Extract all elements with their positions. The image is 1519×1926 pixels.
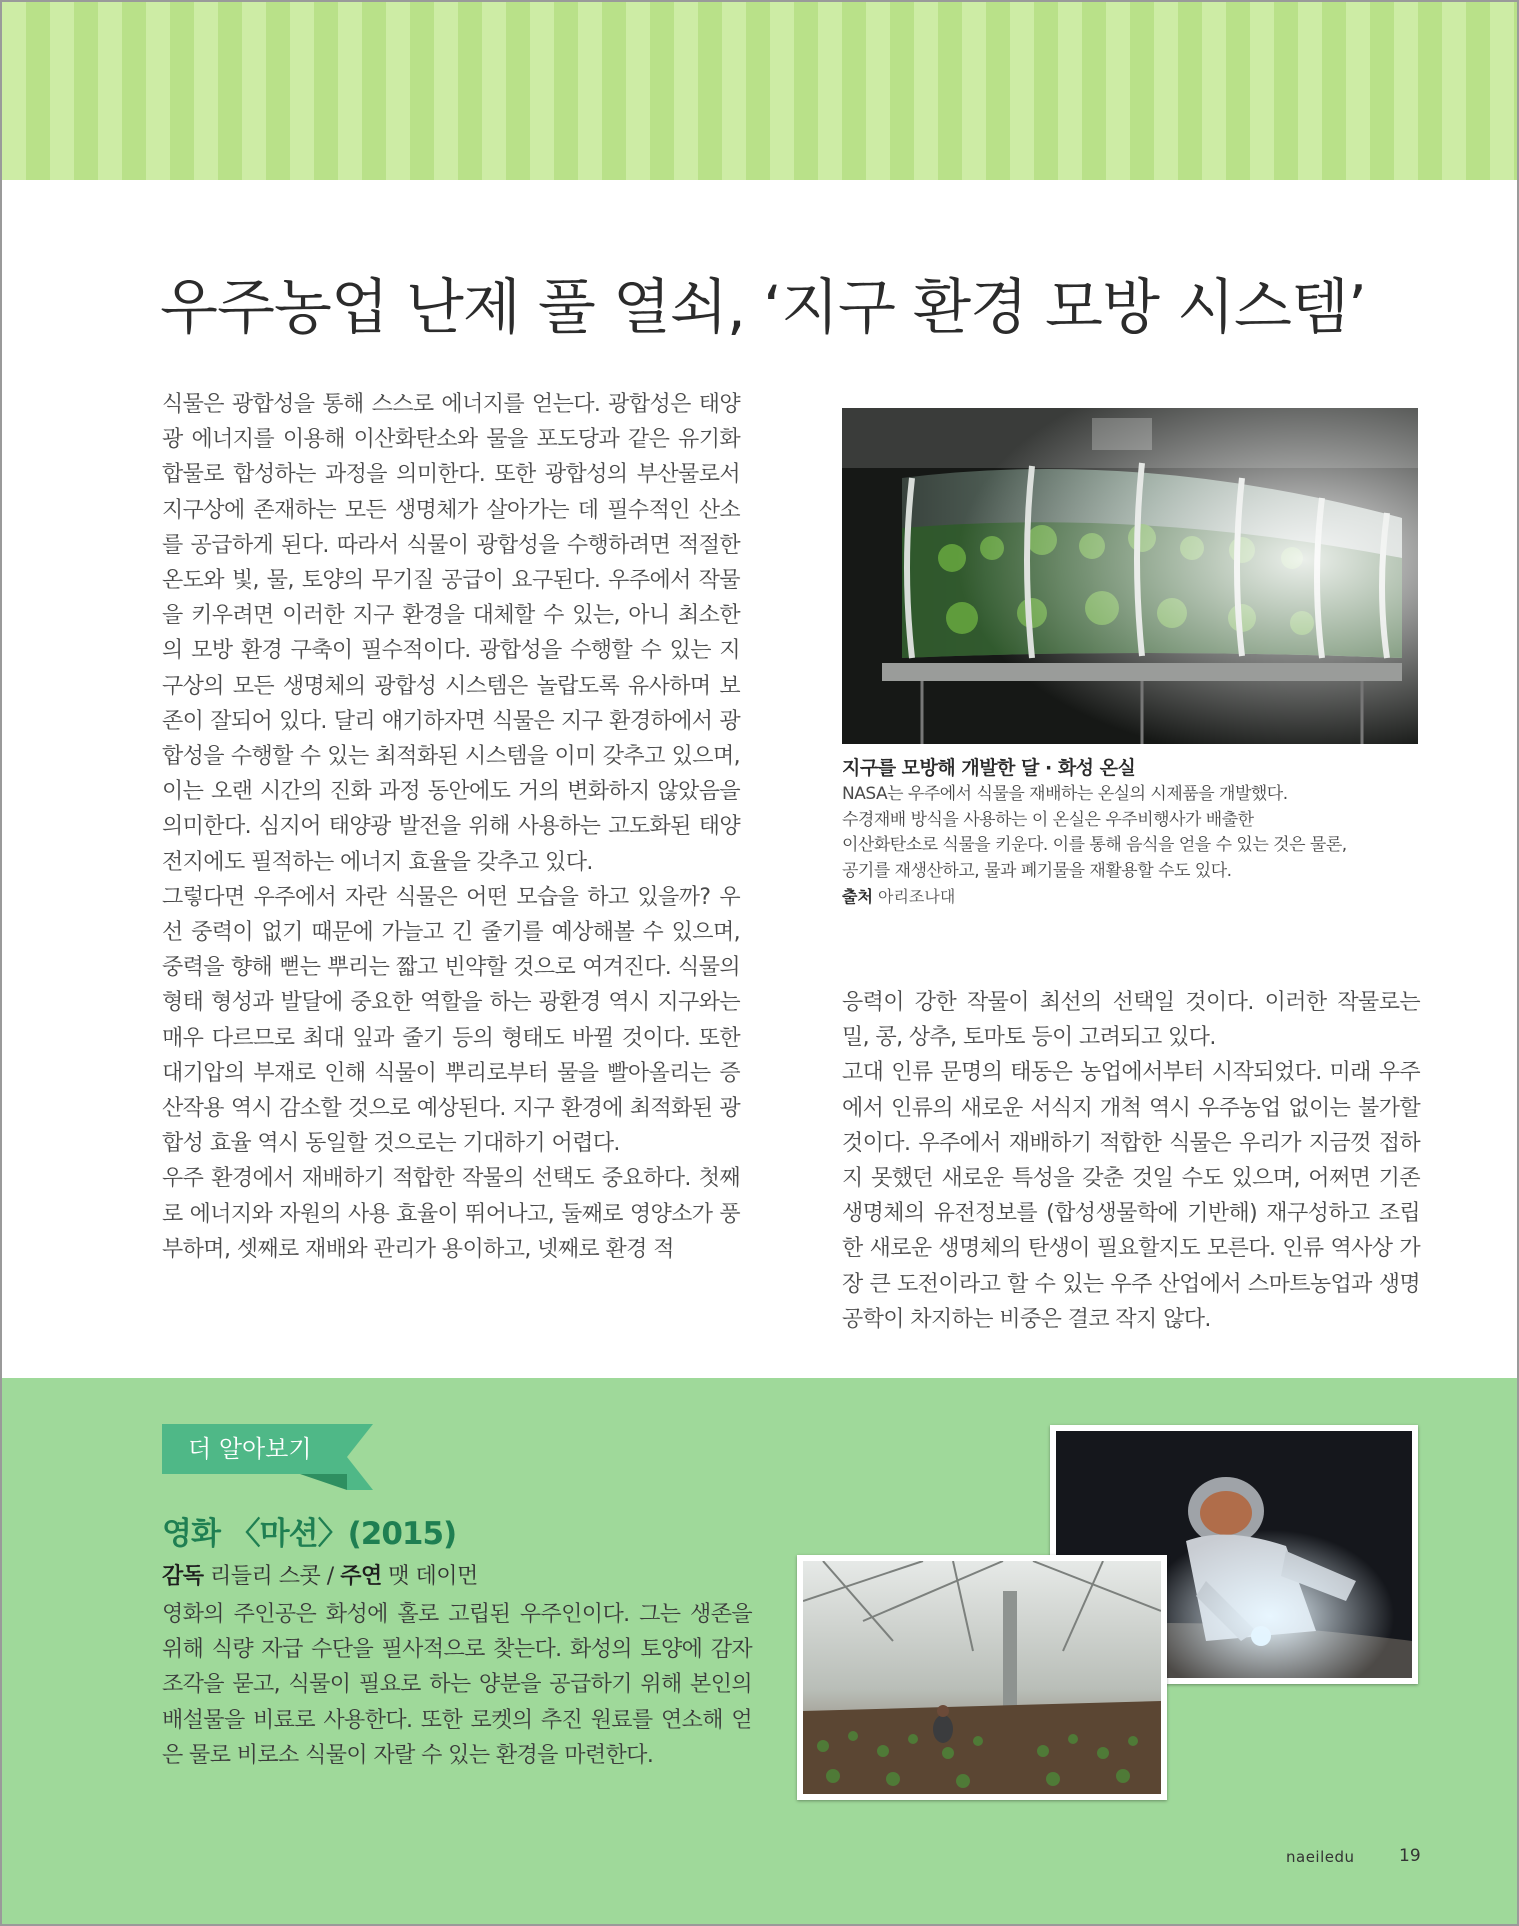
director-label: 감독: [162, 1564, 204, 1589]
cast-label: 주연: [340, 1564, 382, 1589]
caption-title: 지구를 모방해 개발한 달 · 화성 온실: [842, 757, 1136, 779]
article-paragraph: 응력이 강한 작물이 최선의 선택일 것이다. 이러한 작물로는 밀, 콩, 상추, 토마토 등이 고려되고 있다.: [842, 990, 1420, 1051]
tag-ribbon-fold: [300, 1474, 347, 1490]
movie-title: 영화 〈마션〉(2015): [162, 1516, 457, 1552]
more-info-tag: 더 알아보기: [162, 1424, 347, 1474]
caption-line: 이산화탄소로 식물을 키운다. 이를 통해 음식을 얻을 수 있는 것은 물론,: [842, 835, 1347, 855]
article-right-column: [842, 985, 1420, 1337]
mars-greenhouse-illustration: [803, 1561, 1161, 1794]
movie-description: 영화의 주인공은 화성에 홀로 고립된 우주인이다. 그는 생존을 위해 식량 자급 수단을 필사적으로 찾는다. 화성의 토양에 감자 조각을 묻고, 식물이 필요로 하는 양분을 공급하기 위해 본인의 배설물을 비료로 사용한다. 또한 로켓의 추진 원료를 연소해 얻은 물로 비로소 식물이 자랄 수 있는 환경을 마련한다.: [162, 1602, 752, 1768]
caption-line: 수경재배 방식을 사용하는 이 온실은 우주비행사가 배출한: [842, 809, 1254, 830]
caption-line: NASA는 우주에서 식물을 재배하는 온실의 시제품을 개발했다.: [842, 784, 1288, 804]
page-number: 19: [1399, 1846, 1421, 1866]
footer-brand: naeiledu: [1286, 1848, 1355, 1866]
cast-name: 맷 데이먼: [388, 1564, 478, 1589]
caption-source-value: 아리조나대: [878, 887, 956, 906]
greenhouse-photo: [842, 408, 1418, 744]
article-paragraph: 식물은 광합성을 통해 스스로 에너지를 얻는다. 광합성은 태양광 에너지를 이용해 이산화탄소와 물을 포도당과 같은 유기화합물로 합성하는 과정을 의미한다. 또한 광합성의 부산물로서 지구상에 존재하는 모든 생명체가 살아가는 데 필수적인 산소를 공급하게 된다. 따라서 식물이 광합성을 수행하려면 적절한 온도와 빛, 물, 토양의 무기질 공급이 요구된다. 우주에서 작물을 키우려면 이러한 지구 환경을 대체할 수 있는, 아니 최소한의 모방 환경 구축이 필수적이다. 광합성을 수행할 수 있는 지구상의 모든 생명체의 광합성 시스템은 놀랍도록 유사하며 보존이 잘되어 있다. 달리 얘기하자면 식물은 지구 환경하에서 광합성을 수행할 수 있는 최적화된 시스템을 이미 갖추고 있으며, 이는 오랜 시간의 진화 과정 동안에도 거의 변화하지 않았음을 의미한다. 심지어 태양광 발전을 위해 사용하는 고도화된 태양전지에도 필적하는 에너지 효율을 갖추고 있다.: [162, 392, 740, 875]
mars-greenhouse-photo: [797, 1555, 1167, 1800]
article-paragraph: 우주 환경에서 재배하기 적합한 작물의 선택도 중요하다. 첫째로 에너지와 자원의 사용 효율이 뛰어나고, 둘째로 영양소가 풍부하며, 셋째로 재배와 관리가 용이하고, 넷째로 환경 적: [162, 1166, 740, 1262]
greenhouse-illustration: [842, 408, 1418, 744]
director-name: 리들리 스콧: [210, 1564, 321, 1589]
article-left-column: [162, 387, 740, 1267]
movie-credits: [162, 1561, 478, 1593]
article-title: 우주농업 난제 풀 열쇠, ‘지구 환경 모방 시스템’: [160, 273, 1367, 343]
article-paragraph: 고대 인류 문명의 태동은 농업에서부터 시작되었다. 미래 우주에서 인류의 새로운 서식지 개척 역시 우주농업 없이는 불가할 것이다. 우주에서 재배하기 적합한 식물은 우리가 지금껏 접하지 못했던 새로운 특성을 갖춘 것일 수도 있으며, 어쩌면 기존 생명체의 유전정보를 (합성생물학에 기반해) 재구성하고 조립한 새로운 생명체의 탄생이 필요할지도 모른다. 인류 역사상 가장 큰 도전이라고 할 수 있는 우주 산업에서 스마트농업과 생명공학이 차지하는 비중은 결코 작지 않다.: [842, 1060, 1420, 1332]
caption-source-label: 출처: [842, 887, 873, 906]
striped-header-band: [2, 2, 1517, 180]
article-paragraph: 그렇다면 우주에서 자란 식물은 어떤 모습을 하고 있을까? 우선 중력이 없기 때문에 가늘고 긴 줄기를 예상해볼 수 있으며, 중력을 향해 뻗는 뿌리는 짧고 빈약할 것으로 여겨진다. 식물의 형태 형성과 발달에 중요한 역할을 하는 광환경 역시 지구와는 매우 다르므로 최대 잎과 줄기 등의 형태도 바뀔 것이다. 또한 대기압의 부재로 인해 식물이 뿌리로부터 물을 빨아올리는 증산작용 역시 감소할 것으로 예상된다. 지구 환경에 최적화된 광합성 효율 역시 동일할 것으로는 기대하기 어렵다.: [162, 884, 740, 1157]
photo-caption: [842, 755, 1422, 910]
credit-separator: /: [326, 1564, 334, 1589]
tag-ribbon-tail: [347, 1424, 373, 1490]
caption-line: 공기를 재생산하고, 물과 폐기물을 재활용할 수도 있다.: [842, 860, 1232, 881]
caption-source: [842, 884, 1422, 910]
